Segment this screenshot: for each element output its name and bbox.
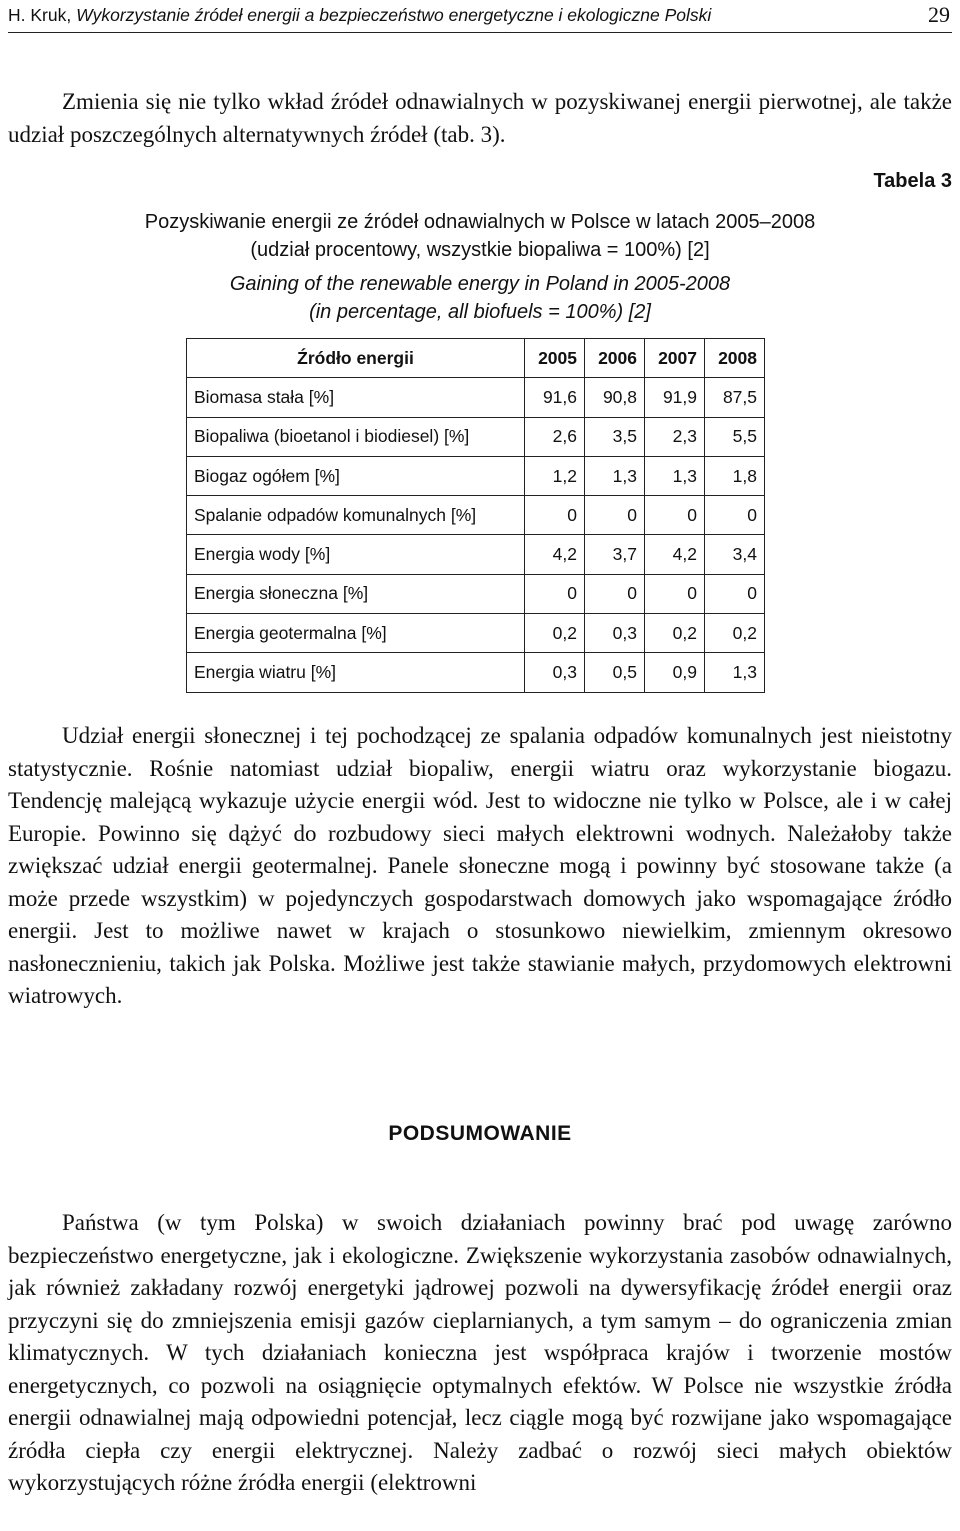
row-value: 0,2	[525, 614, 585, 653]
renewable-energy-table	[186, 338, 765, 693]
table-row	[187, 535, 765, 574]
row-value: 91,6	[525, 378, 585, 417]
table-row	[187, 378, 765, 417]
table-row	[187, 496, 765, 535]
row-value: 2,6	[525, 417, 585, 456]
header-source: Źródło energii	[187, 339, 525, 378]
row-source: Energia wody [%]	[187, 535, 525, 574]
section-heading: PODSUMOWANIE	[388, 1122, 572, 1145]
table-row	[187, 614, 765, 653]
row-value: 0	[645, 496, 705, 535]
row-value: 3,5	[585, 417, 645, 456]
row-value: 0	[705, 574, 765, 613]
row-value: 91,9	[645, 378, 705, 417]
header-year: 2006	[585, 339, 645, 378]
row-value: 4,2	[525, 535, 585, 574]
summary-paragraph: Państwa (w tym Polska) w swoich działaniach powinny brać pod uwagę zarówno bezpieczeństwo energetyczne, jak i ekologiczne. Zwiększenie wykorzystania zasobów odnawialnych, jak również zakładany rozwój energetyki jądrowej pozwoli na dywersyfikację źródeł energii oraz przyczyni się do zmniejszenia emisji gazów cieplarnianych, a tym samym – do ograniczenia zmian klimatycznych. W tych działaniach konieczna jest współpraca krajów i tworzenie mostów energetycznych, co pozwoli na osiągnięcie optymalnych efektów. W Polsce nie wszystkie źródła energii odnawialnej mają odpowiedni potencjał, lecz ciągle mogą być rozwijane jako wspomagające źródła ciepła czy energii elektrycznej. Należy zadbać o rozwój sieci małych obiektów wykorzystujących różne źródła energii (elektrowni	[8, 1210, 952, 1495]
row-value: 87,5	[705, 378, 765, 417]
row-value: 0	[705, 496, 765, 535]
row-value: 0,3	[525, 653, 585, 692]
page-number: 29	[928, 2, 950, 27]
running-head-authors: H. Kruk,	[8, 5, 77, 25]
row-value: 2,3	[645, 417, 705, 456]
row-source: Spalanie odpadów komunalnych [%]	[187, 496, 525, 535]
row-value: 0	[585, 496, 645, 535]
row-value: 3,4	[705, 535, 765, 574]
table-caption-pl-line1: Pozyskiwanie energii ze źródeł odnawialnych w Polsce w latach 2005–2008	[144, 211, 816, 233]
table-row	[187, 417, 765, 456]
header-year: 2005	[525, 339, 585, 378]
row-value: 5,5	[705, 417, 765, 456]
row-source: Energia geotermalna [%]	[187, 614, 525, 653]
row-value: 0	[585, 574, 645, 613]
header-year: 2008	[705, 339, 765, 378]
running-head	[8, 2, 952, 33]
paragraph-after-table: Udział energii słonecznej i tej pochodzącej ze spalania odpadów komunalnych jest nieistotny statystycznie. Rośnie natomiast udział biopaliw, energii wiatru oraz wykorzystanie biogazu. Tendencję malejącą wykazuje użycie energii wód. Jest to widoczne nie tylko w Polsce, ale i w całej Europie. Powinno się dążyć do rozbudowy sieci małych elektrowni wodnych. Należałoby także zwiększać udział energii geotermalnej. Panele słoneczne mogą i powinny być stosowane także (a może przede wszystkim) w pojedynczych gospodarstwach domowych jako wspomagające źródło energii. Jest to możliwe nawet w krajach o stosunkowo niewielkim, zmiennym okresowo nasłonecznieniu, takich jak Polska. Możliwe jest także stawianie małych, przydomowych elektrowni wiatrowych.	[8, 723, 952, 1008]
running-head-title: Wykorzystanie źródeł energii a bezpieczeństwo energetyczne i ekologiczne Polski	[76, 5, 712, 25]
table-row	[187, 456, 765, 495]
row-source: Energia słoneczna [%]	[187, 574, 525, 613]
table-row	[187, 653, 765, 692]
table-label: Tabela 3	[873, 170, 952, 192]
row-source: Biopaliwa (bioetanol i biodiesel) [%]	[187, 417, 525, 456]
table-row	[187, 574, 765, 613]
table-header-row	[187, 339, 765, 378]
row-source: Biogaz ogółem [%]	[187, 456, 525, 495]
row-value: 3,7	[585, 535, 645, 574]
row-value: 0,9	[645, 653, 705, 692]
row-value: 1,2	[525, 456, 585, 495]
row-value: 1,3	[705, 653, 765, 692]
row-source: Energia wiatru [%]	[187, 653, 525, 692]
table-caption-en-line1: Gaining of the renewable energy in Poland in 2005-2008	[229, 273, 731, 295]
row-value: 90,8	[585, 378, 645, 417]
row-value: 1,8	[705, 456, 765, 495]
row-value: 0,2	[645, 614, 705, 653]
row-value: 4,2	[645, 535, 705, 574]
row-value: 1,3	[585, 456, 645, 495]
row-value: 0,2	[705, 614, 765, 653]
table-caption-en-line2: (in percentage, all biofuels = 100%) [2]	[309, 301, 651, 323]
row-value: 1,3	[645, 456, 705, 495]
row-value: 0	[525, 574, 585, 613]
row-value: 0	[525, 496, 585, 535]
row-source: Biomasa stała [%]	[187, 378, 525, 417]
row-value: 0	[645, 574, 705, 613]
row-value: 0,5	[585, 653, 645, 692]
row-value: 0,3	[585, 614, 645, 653]
intro-paragraph: Zmienia się nie tylko wkład źródeł odnawialnych w pozyskiwanej energii pierwotnej, ale także udział poszczególnych alternatywnych źródeł (tab. 3).	[8, 89, 952, 147]
table-caption-pl-line2: (udział procentowy, wszystkie biopaliwa = 100%) [2]	[250, 239, 710, 261]
header-year: 2007	[645, 339, 705, 378]
